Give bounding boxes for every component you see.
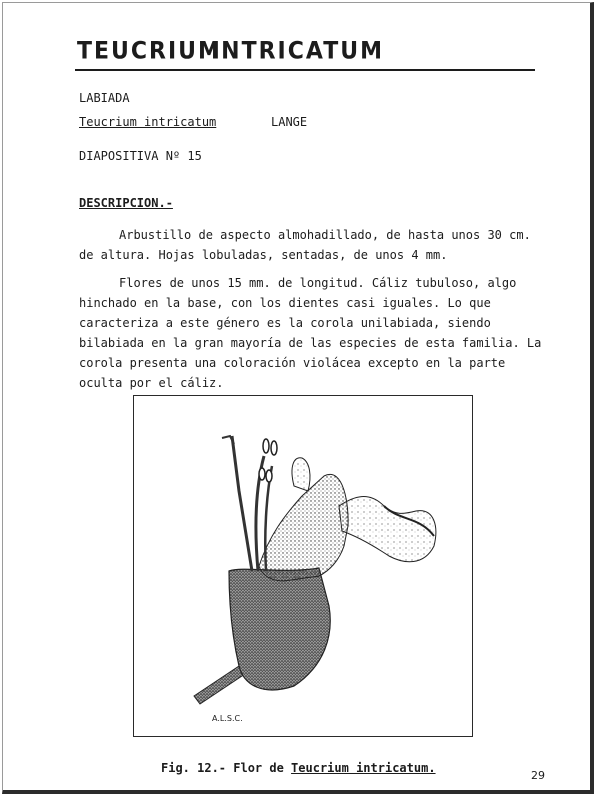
document-page <box>2 2 594 794</box>
family-label: LABIADA <box>79 91 130 105</box>
artist-signature: A.L.S.C. <box>212 714 243 723</box>
description-paragraph-2: Flores de unos 15 mm. de longitud. Cáliz tubuloso, algo hinchado en la base, con los dientes casi iguales. Lo que caracteriza a este género es la corola unilabiada, siendo bilabiada en la gran mayoría de las especies de esta familia. La corola presenta una coloración violácea excepto en la parte oculta por el cáliz. <box>79 276 542 390</box>
scientific-name: Teucrium intricatum <box>79 115 217 129</box>
slide-number: DIAPOSITIVA Nº 15 <box>79 149 202 163</box>
description-heading: DESCRIPCION.- <box>79 196 173 210</box>
title-species: INTRICATUM <box>211 37 384 66</box>
caption-species: Teucrium intricatum. <box>291 761 436 775</box>
figure-caption <box>161 761 436 775</box>
caption-prefix: Fig. 12.- Flor de <box>161 761 292 775</box>
flower-drawing <box>134 396 471 735</box>
description-body <box>79 225 549 401</box>
flower-illustration <box>133 395 473 737</box>
title-genus: TEUCRIUM <box>77 37 222 66</box>
author-name: LANGE <box>271 115 308 129</box>
page-number: 29 <box>531 769 545 782</box>
description-paragraph-1: Arbustillo de aspecto almohadillado, de hasta unos 30 cm. de altura. Hojas lobuladas, sentadas, de unos 4 mm. <box>79 228 531 262</box>
title-row <box>75 39 535 71</box>
